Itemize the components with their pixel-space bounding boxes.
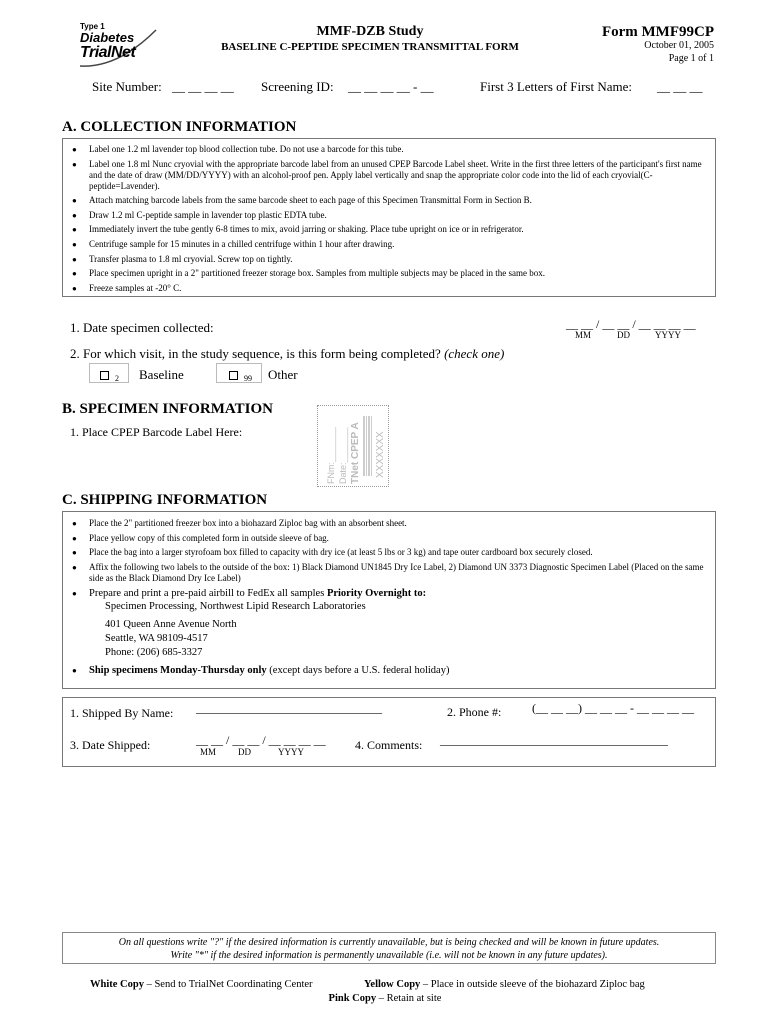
- collection-step: ● Attach matching barcode labels from the same barcode sheet to each page of this Specimen Transmittal Form in Section B.: [69, 195, 705, 206]
- barcode-label-instruction: 1. Place CPEP Barcode Label Here:: [70, 425, 243, 439]
- fedex-priority-text: Priority Overnight: [326, 588, 412, 600]
- screening-id-field[interactable]: __ __ __ __ - __: [348, 79, 434, 94]
- comments-label: 4. Comments:: [355, 738, 423, 752]
- white-copy-label: White Copy: [90, 979, 144, 990]
- baseline-checkbox[interactable]: [100, 371, 109, 380]
- address-line: Phone: (206) 685-3327: [105, 647, 203, 659]
- collection-instructions-box: [62, 138, 716, 297]
- date-shipped-yyyy: YYYY: [278, 747, 304, 757]
- trialnet-logo: [78, 22, 158, 68]
- shipping-step: ● Place yellow copy of this completed form in outside sleeve of bag.: [69, 533, 705, 544]
- form-page: Page 1 of 1: [668, 53, 714, 64]
- collection-step: ● Label one 1.2 ml lavender top blood collection tube. Do not use a barcode for this tube.: [69, 144, 705, 155]
- visit-question-hint: (check one): [444, 346, 505, 361]
- footer-note-line1: On all questions write "?" if the desired information is currently unavailable, but is being checked and will be known in future updates.: [118, 937, 660, 948]
- date-collected-mm: MM: [575, 330, 592, 340]
- footer-note-box: [62, 932, 716, 964]
- date-collected-label: 1. Date specimen collected:: [70, 320, 214, 335]
- shipped-by-field[interactable]: _______________________________: [196, 701, 382, 715]
- section-b-title: B. SPECIMEN INFORMATION: [62, 401, 273, 417]
- shipping-instructions-box: [62, 511, 716, 689]
- site-number-field[interactable]: __ __ __ __: [172, 79, 234, 94]
- baseline-code: 2: [115, 374, 119, 384]
- form-id: Form MMF99CP: [601, 24, 714, 40]
- screening-id-label: Screening ID:: [261, 79, 334, 94]
- address-line: 401 Queen Anne Avenue North: [105, 619, 237, 631]
- shipping-address: [105, 600, 705, 660]
- collection-step: ● Freeze samples at -20° C.: [69, 283, 705, 294]
- pink-copy-text: – Retain at site: [376, 993, 442, 1004]
- comments-field[interactable]: ______________________________________: [440, 733, 668, 747]
- fedex-to-text: to:: [411, 588, 427, 600]
- address-line: Specimen Processing, Northwest Lipid Research Laboratories: [105, 601, 366, 613]
- yellow-copy-label: Yellow Copy: [364, 979, 421, 990]
- baseline-label: Baseline: [139, 367, 184, 382]
- site-number-label: Site Number:: [92, 79, 162, 94]
- logo-trialnet-text: TrialNet: [80, 44, 136, 61]
- barcode-fname-text: FNm:_______: [326, 426, 336, 484]
- shipping-step: ● Place the bag into a larger styrofoam box filled to capacity with dry ice (at least 5 lbs or 3 kg) and tape outer cardboard box securely closed.: [69, 547, 705, 558]
- logo-diabetes-text: Diabetes: [80, 30, 135, 45]
- collection-step: ● Label one 1.8 ml Nunc cryovial with the appropriate barcode label from an unused CPEP Barcode Label sheet. Write in the first three letters of the participant's first name and the date of draw (MM/DD/YYYY) with an alcohol-proof pen. Apply label vertically and snap the appropriate color code into the lid of each cryovial(C-peptide=Lavender).: [69, 159, 705, 192]
- date-shipped-mm: MM: [200, 747, 217, 757]
- phone-label: 2. Phone #:: [447, 705, 502, 719]
- barcode-date-text: Date:_______: [338, 427, 348, 484]
- white-copy-note: [90, 979, 313, 990]
- yellow-copy-text: – Place in outside sleeve of the biohazard Ziploc bag: [420, 979, 645, 990]
- other-code: 99: [244, 374, 252, 384]
- date-collected-dd: DD: [617, 330, 630, 340]
- white-copy-text: – Send to TrialNet Coordinating Center: [143, 979, 313, 990]
- fedex-step-text: Prepare and print a pre-paid airbill to FedEx all samples: [89, 588, 327, 600]
- phone-field[interactable]: (__ __ __) __ __ __ - __ __ __ __: [532, 701, 694, 715]
- collection-instructions-list: [69, 144, 705, 294]
- section-a-title: A. COLLECTION INFORMATION: [62, 119, 297, 135]
- barcode-tnet-text: TNet CPEP A: [350, 422, 361, 484]
- barcode-code-text: XXXXXXX: [375, 431, 386, 478]
- date-shipped-dd: DD: [238, 747, 251, 757]
- form-subtitle: BASELINE C-PEPTIDE SPECIMEN TRANSMITTAL FORM: [221, 41, 519, 53]
- date-collected-yyyy: YYYY: [655, 330, 681, 340]
- collection-step: ● Immediately invert the tube gently 6-8 times to mix, avoid jarring or shaking. Place tube upright on ice or in refrigerator.: [69, 224, 705, 235]
- other-checkbox-cell: [216, 363, 262, 383]
- pink-copy-note: [0, 993, 770, 1004]
- baseline-checkbox-cell: [89, 363, 129, 383]
- study-title: MMF-DZB Study: [316, 24, 424, 39]
- shipped-by-label: 1. Shipped By Name:: [70, 706, 174, 720]
- visit-question: [70, 346, 504, 362]
- form-date: October 01, 2005: [644, 40, 714, 51]
- footer-note-line2: Write "*" if the desired information is permanently unavailable (i.e. will not be known in any future updates).: [170, 950, 608, 961]
- other-checkbox[interactable]: [229, 371, 238, 380]
- shipping-step: ● Place the 2" partitioned freezer box into a biohazard Ziploc bag with an absorbent sheet.: [69, 518, 705, 529]
- first-three-letters-field[interactable]: __ __ __: [657, 79, 703, 94]
- address-line: Seattle, WA 98109-4517: [105, 633, 208, 645]
- logo-type-text: Type 1: [80, 22, 105, 31]
- barcode-label-area[interactable]: [317, 405, 389, 487]
- shipping-step: ● Affix the following two labels to the outside of the box: 1) Black Diamond UN1845 Dry Ice Label, 2) Diamond UN 3373 Diagnostic Specimen Label (Placed on the same side as the Black Diamond Dry Ice Label): [69, 562, 705, 584]
- barcode-stripes-icon: [363, 416, 373, 476]
- date-collected-field[interactable]: __ __ / __ __ / __ __ __ __: [566, 317, 696, 331]
- first-three-letters-label: First 3 Letters of First Name:: [480, 79, 633, 94]
- date-shipped-label: 3. Date Shipped:: [70, 738, 151, 752]
- visit-question-text: 2. For which visit, in the study sequence, is this form being completed?: [70, 346, 441, 361]
- date-shipped-field[interactable]: __ __ / __ __ / __ __ __ __: [196, 733, 326, 747]
- section-c-title: C. SHIPPING INFORMATION: [62, 492, 268, 508]
- ship-days-step: [69, 664, 705, 677]
- other-label: Other: [268, 367, 298, 382]
- shipping-instructions-list: [69, 518, 705, 677]
- ship-days-text: (except days before a U.S. federal holiday): [266, 664, 450, 676]
- collection-step: ● Centrifuge sample for 15 minutes in a chilled centrifuge within 1 hour after drawing.: [69, 239, 705, 250]
- fedex-step: [69, 587, 705, 660]
- pink-copy-label: Pink Copy: [328, 993, 377, 1004]
- collection-step: ● Place specimen upright in a 2" partitioned freezer storage box. Samples from multiple subjects may be placed in the same box.: [69, 268, 705, 279]
- collection-step: ● Transfer plasma to 1.8 ml cryovial. Screw top on tightly.: [69, 254, 705, 265]
- yellow-copy-note: [364, 979, 645, 990]
- ship-days-bold: Ship specimens Monday-Thursday only: [89, 664, 267, 676]
- collection-step: ● Draw 1.2 ml C-peptide sample in lavender top plastic EDTA tube.: [69, 210, 705, 221]
